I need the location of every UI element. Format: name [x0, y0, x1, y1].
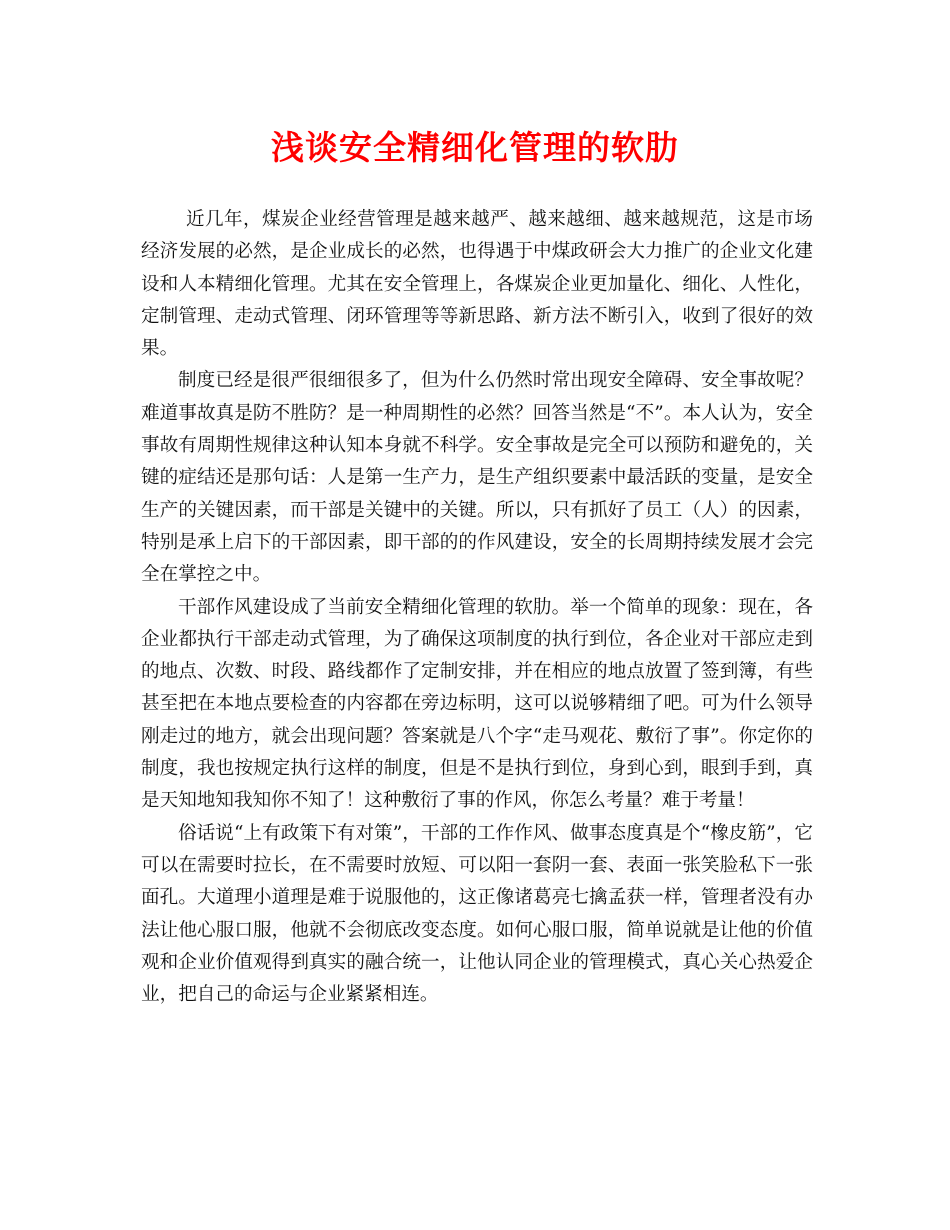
- paragraph-1: 近几年，煤炭企业经营管理是越来越严、越来越细、越来越规范，这是市场经济发展的必然，是企业成长的必然，也得遇于中煤政研会大力推广的企业文化建设和人本精细化管理。尤其在安全管理上，各煤炭企业更加量化、细化、人性化，定制管理、走动式管理、闭环管理等等新思路、新方法不断引入，收到了很好的效果。: [141, 209, 813, 360]
- paragraph-2: 制度已经是很严很细很多了，但为什么仍然时常出现安全障碍、安全事故呢？难道事故真是防不胜防？是一种周期性的必然？回答当然是“不”。本人认为，安全事故有周期性规律这种认知本身就不科学。安全事故是完全可以预防和避免的，关键的症结还是那句话：人是第一生产力，是生产组织要素中最活跃的变量，是安全生产的关键因素，而干部是关键中的关键。所以，只有抓好了员工（人）的因素，特别是承上启下的干部因素，即干部的的作风建设，安全的长周期持续发展才会完全在掌控之中。: [141, 370, 813, 586]
- paragraph-3: 干部作风建设成了当前安全精细化管理的软肋。举一个简单的现象：现在，各企业都执行干部走动式管理，为了确保这项制度的执行到位，各企业对干部应走到的地点、次数、时段、路线都作了定制安排，并在相应的地点放置了签到簿，有些甚至把在本地点要检查的内容都在旁边标明，这可以说够精细了吧。可为什么领导刚走过的地方，就会出现问题？答案就是八个字“走马观花、敷衍了事”。你定你的制度，我也按规定执行这样的制度，但是不是执行到位，身到心到，眼到手到，真是天知地知我知你不知了！这种敷衍了事的作风，你怎么考量？难于考量！: [141, 596, 813, 812]
- paragraph-4: 俗话说“上有政策下有对策”，干部的工作作风、做事态度真是个“橡皮筋”，它可以在需要时拉长，在不需要时放短、可以阳一套阴一套、表面一张笑脸私下一张面孔。大道理小道理是难于说服他的，这正像诸葛亮七擒孟获一样，管理者没有办法让他心服口服，他就不会彻底改变态度。如何心服口服，简单说就是让他的价值观和企业价值观得到真实的融合统一，让他认同企业的管理模式，真心关心热爱企业，把自己的命运与企业紧紧相连。: [141, 822, 813, 1006]
- document-body: [141, 204, 813, 1011]
- document-title: 浅谈安全精细化管理的软肋: [271, 128, 679, 167]
